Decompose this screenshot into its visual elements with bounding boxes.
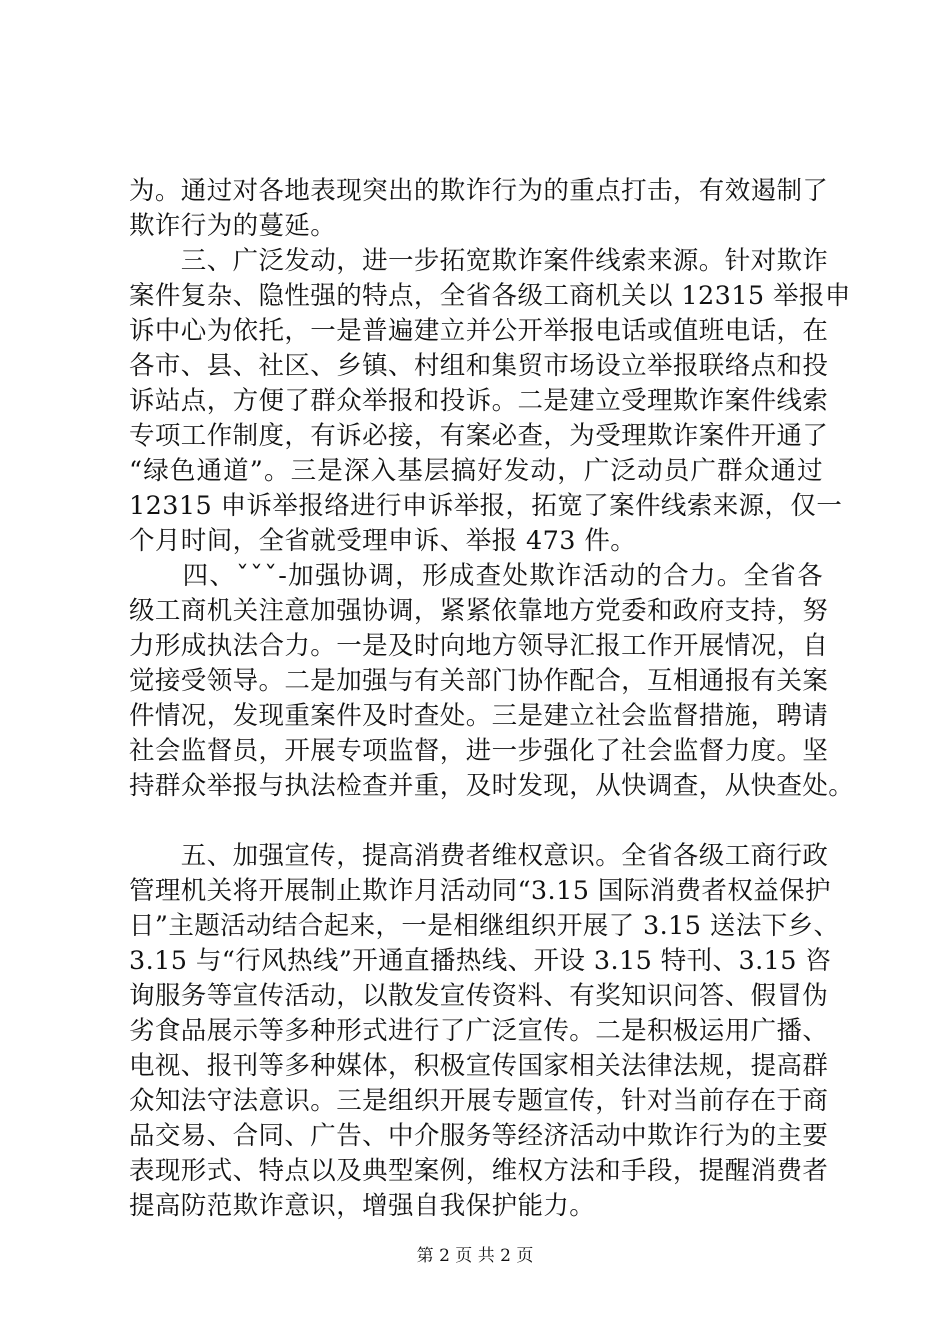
- text-line: 劣食品展示等多种形式进行了广泛宣传。二是积极运用广播、: [129, 1016, 829, 1046]
- paragraph-gap: [129, 804, 823, 839]
- text-line: 力形成执法合力。一是及时向地方领导汇报工作开展情况，自: [129, 631, 829, 661]
- document-body: [129, 174, 855, 1224]
- text-line: 个月时间，全省就受理申诉、举报 473 件。: [129, 526, 637, 556]
- text-line: 询服务等宣传活动，以散发宣传资料、有奖知识问答、假冒伪: [129, 981, 829, 1011]
- paragraph-section-4: [129, 559, 855, 804]
- text-line: 12315 申诉举报络进行申诉举报，拓宽了案件线索来源，仅一: [129, 491, 843, 521]
- page-number-label: 第 2 页 共 2 页: [416, 1246, 534, 1266]
- text-line: 社会监督员，开展专项监督，进一步强化了社会监督力度。坚: [129, 736, 829, 766]
- text-line: 欺诈行为的蔓延。: [129, 211, 337, 241]
- text-line: 提高防范欺诈意识，增强自我保护能力。: [129, 1191, 596, 1221]
- text-line: 五、加强宣传，提高消费者维权意识。全省各级工商行政: [129, 841, 829, 871]
- text-line: 四、ˇˇˇ-加强协调，形成查处欺诈活动的合力。全省各: [129, 561, 823, 591]
- text-line: 为。通过对各地表现突出的欺诈行为的重点打击，有效遏制了: [129, 176, 829, 206]
- text-line: 各市、县、社区、乡镇、村组和集贸市场设立举报联络点和投: [129, 351, 829, 381]
- text-line: 3.15 与“行风热线”开通直播热线、开设 3.15 特刊、3.15 咨: [129, 946, 832, 976]
- text-line: 持群众举报与执法检查并重，及时发现，从快调查，从快查处。: [129, 771, 855, 801]
- text-line: 级工商机关注意加强协调，紧紧依靠地方党委和政府支持，努: [129, 596, 829, 626]
- paragraph-section-3: [129, 244, 851, 559]
- text-line: 诉中心为依托，一是普遍建立并公开举报电话或值班电话，在: [129, 316, 829, 346]
- text-line: 觉接受领导。二是加强与有关部门协作配合，互相通报有关案: [129, 666, 829, 696]
- text-line: 表现形式、特点以及典型案例，维权方法和手段，提醒消费者: [129, 1156, 829, 1186]
- text-line: 众知法守法意识。三是组织开展专题宣传，针对当前存在于商: [129, 1086, 829, 1116]
- text-line: 电视、报刊等多种媒体，积极宣传国家相关法律法规，提高群: [129, 1051, 829, 1081]
- text-line: 三、广泛发动，进一步拓宽欺诈案件线索来源。针对欺诈: [129, 246, 829, 276]
- paragraph-section-5: [129, 839, 840, 1224]
- paragraph-continuation: [129, 174, 829, 244]
- text-line: 日”主题活动结合起来，一是相继组织开展了 3.15 送法下乡、: [129, 911, 840, 941]
- text-line: 件情况，发现重案件及时查处。三是建立社会监督措施，聘请: [129, 701, 829, 731]
- page-footer: [0, 1244, 950, 1268]
- text-line: 诉站点，方便了群众举报和投诉。二是建立受理欺诈案件线索: [129, 386, 829, 416]
- text-line: 专项工作制度，有诉必接，有案必查，为受理欺诈案件开通了: [129, 421, 829, 451]
- text-line: 品交易、合同、广告、中介服务等经济活动中欺诈行为的主要: [129, 1121, 829, 1151]
- text-line: 案件复杂、隐性强的特点，全省各级工商机关以 12315 举报申: [129, 281, 851, 311]
- text-line: “绿色通道”。三是深入基层搞好发动，广泛动员广群众通过: [129, 456, 823, 486]
- text-line: 管理机关将开展制止欺诈月活动同“3.15 国际消费者权益保护: [129, 876, 831, 906]
